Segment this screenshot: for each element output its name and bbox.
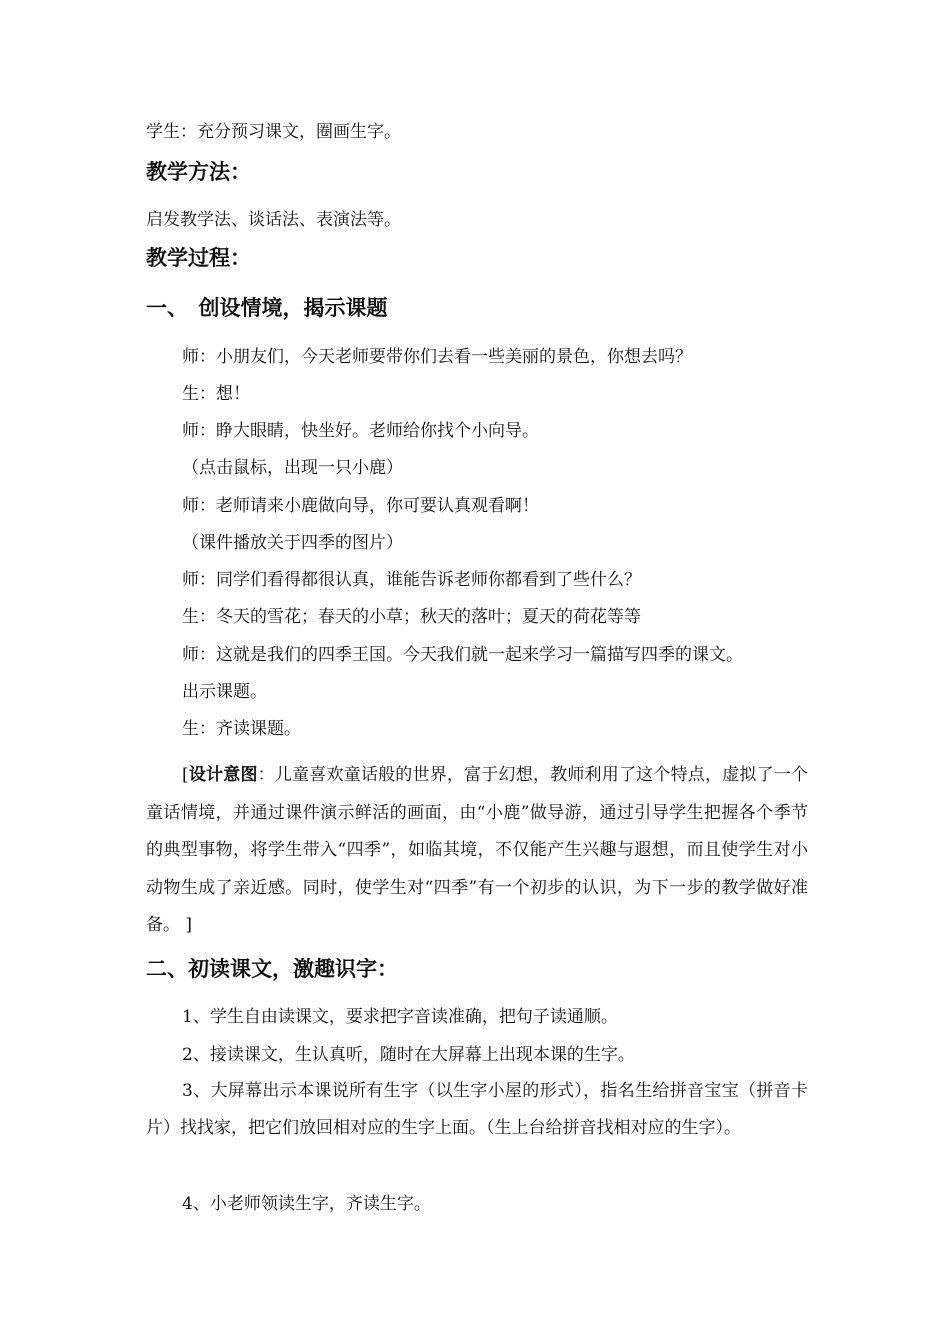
preparation-student-line: 学生：充分预习课文，圈画生字。 — [146, 122, 401, 142]
dialogue-line: 师：老师请来小鹿做向导，你可要认真观看啊！ — [182, 496, 539, 516]
teaching-process-heading: 教学过程： — [146, 246, 251, 270]
dialogue-line: 出示课题。 — [182, 682, 267, 702]
dialogue-line: 师：睁大眼睛，快坐好。老师给你找个小向导。 — [182, 421, 539, 441]
section-2-heading: 二、初读课文，激趣识字： — [146, 957, 398, 981]
dialogue-line: （点击鼠标，出现一只小鹿） — [182, 458, 403, 478]
design-intent-text: ：儿童喜欢童话般的世界，富于幻想，教师利用了这个特点，虚拟了一个童话情境，并通过课件演示鲜活的画面，由“小鹿”做导游，通过引导学生把握各个季节的典型事物，将学生带入“四季”，如临其境，不仅能产生兴趣与遐想，而且使学生对小动物生成了亲近感。同时，使学生对“四季”有一个初步的认识，为下一步的教学做好准备。 ] — [146, 765, 809, 935]
design-intent-paragraph — [146, 757, 808, 945]
step-item: 1、学生自由读课文，要求把字音读准确，把句子读通顺。 — [182, 1007, 618, 1027]
dialogue-line: 师：小朋友们，今天老师要带你们去看一些美丽的景色，你想去吗？ — [182, 347, 692, 367]
design-intent-label: 设计意图 — [188, 765, 258, 785]
dialogue-line: 师：同学们看得都很认真，谁能告诉老师你都看到了些什么？ — [182, 570, 641, 590]
teaching-method-text: 启发教学法、谈话法、表演法等。 — [146, 210, 401, 230]
dialogue-line: 生：想！ — [182, 384, 250, 404]
step-item: 2、接读课文，生认真听，随时在大屏幕上出现本课的生字。 — [182, 1045, 635, 1065]
design-intent-open-bracket: [ — [182, 765, 189, 785]
dialogue-line: 生：齐读课题。 — [182, 719, 301, 739]
step-item: 4、小老师领读生字，齐读生字。 — [182, 1194, 431, 1214]
dialogue-line: 生：冬天的雪花；春天的小草；秋天的落叶；夏天的荷花等等 — [182, 607, 641, 627]
step-item — [146, 1073, 808, 1147]
teaching-method-heading: 教学方法： — [146, 160, 251, 184]
dialogue-line: 师：这就是我们的四季王国。今天我们就一起来学习一篇描写四季的课文。 — [182, 645, 743, 665]
dialogue-line: （课件播放关于四季的图片） — [182, 533, 403, 553]
section-1-heading: 一、 创设情境，揭示课题 — [146, 296, 388, 320]
step-3-text: 3、大屏幕出示本课说所有生字（以生字小屋的形式），指名生给拼音宝宝（拼音卡片）找找家，把它们放回相对应的生字上面。（生上台给拼音找相对应的生字）。 — [146, 1081, 808, 1138]
